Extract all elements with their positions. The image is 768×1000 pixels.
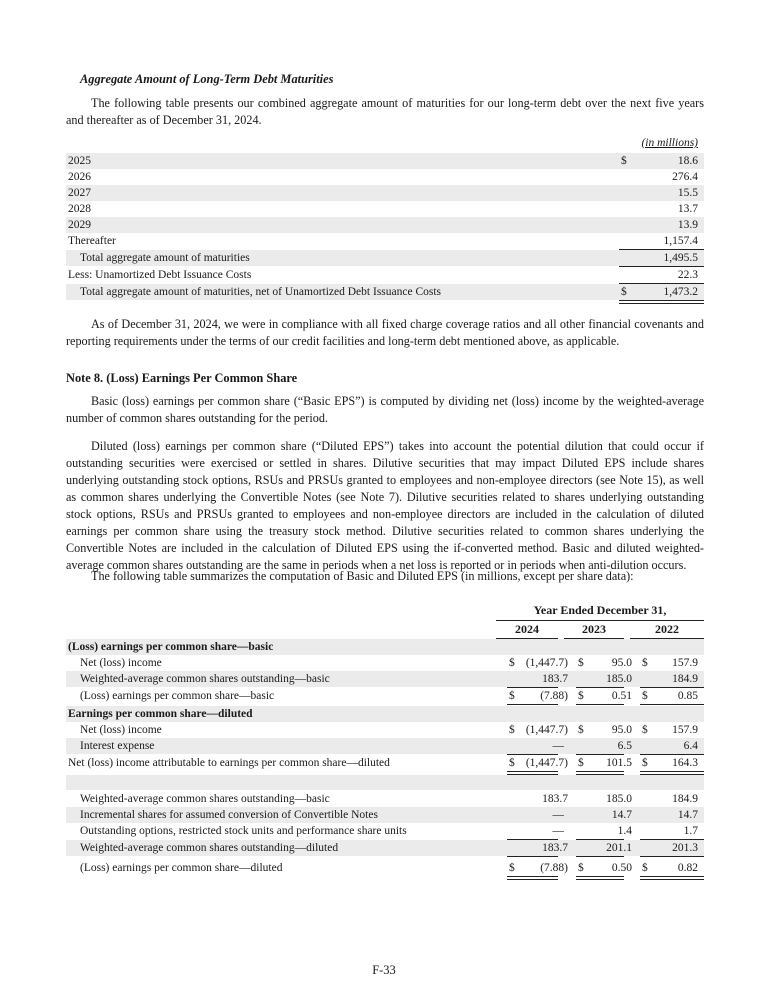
table-row bbox=[66, 267, 704, 283]
currency-symbol: $ bbox=[621, 155, 627, 167]
currency-symbol: $ bbox=[509, 862, 515, 874]
subtotal-rule bbox=[507, 856, 558, 857]
row-label: 2029 bbox=[68, 219, 91, 231]
table-row bbox=[66, 153, 704, 169]
value-2023: 95.0 bbox=[611, 724, 632, 736]
row-label: Less: Unamortized Debt Issuance Costs bbox=[68, 269, 252, 281]
currency-symbol: $ bbox=[642, 724, 648, 736]
compliance-paragraph-text: As of December 31, 2024, we were in compliance with all fixed charge coverage ratios and all other financial covenants and reporting requirements under the terms of our credit facilities and long-term debt mentioned above, as applicable. bbox=[66, 317, 704, 348]
value-2022: 0.82 bbox=[677, 862, 698, 874]
value-2024: 183.7 bbox=[542, 673, 568, 685]
table-row bbox=[66, 807, 704, 823]
table-row bbox=[66, 671, 704, 687]
row-label: Outstanding options, restricted stock units and performance share units bbox=[80, 825, 407, 837]
row-label: Net (loss) income bbox=[80, 724, 162, 736]
currency-symbol: $ bbox=[578, 657, 584, 669]
table-row bbox=[66, 185, 704, 201]
row-value: 13.9 bbox=[677, 219, 698, 231]
value-2022: 0.85 bbox=[677, 690, 698, 702]
table-row bbox=[66, 639, 704, 655]
basic-eps-paragraph bbox=[66, 393, 704, 427]
table-row bbox=[66, 722, 704, 738]
value-2024: — bbox=[552, 740, 564, 752]
value-2022: 14.7 bbox=[677, 809, 698, 821]
row-value: 13.7 bbox=[677, 203, 698, 215]
table-row bbox=[66, 738, 704, 754]
currency-symbol: $ bbox=[578, 690, 584, 702]
currency-symbol: $ bbox=[578, 862, 584, 874]
table-row bbox=[66, 655, 704, 671]
section-heading: Aggregate Amount of Long-Term Debt Maturities bbox=[80, 72, 334, 86]
diluted-eps-paragraph-text: Diluted (loss) earnings per common share (“Diluted EPS”) takes into account the potential dilution that could occur if outstanding securities were exercised or settled in shares. Dilutive securities that may impact Diluted EPS include shares underlying outstanding stock options, RSUs and PRSUs granted to employees and non-employee directors (see Note 15), as well as common shares underlying the Convertible Notes (see Note 7). Dilutive securities related to shares underlying outstanding stock options, RSUs and PRSUs granted to employees and non-employee directors are included in the calculation of diluted earnings per common share using the treasury stock method. Dilutive securities related to common shares underlying the Convertible Notes are included in the calculation of Diluted EPS using the if-converted method. Basic and diluted weighted-average common shares outstanding are the same in periods when a net loss is reported or in periods when anti-dilution occurs. bbox=[66, 439, 704, 572]
currency-symbol: $ bbox=[509, 690, 515, 702]
section-label: Earnings per common share—diluted bbox=[68, 708, 253, 720]
intro-paragraph bbox=[66, 95, 704, 129]
row-value: 1,473.2 bbox=[663, 286, 698, 298]
table-row bbox=[66, 169, 704, 185]
value-2024: (1,447.7) bbox=[525, 724, 568, 736]
subtotal-rule bbox=[576, 856, 624, 857]
value-2024: 183.7 bbox=[542, 842, 568, 854]
row-label: (Loss) earnings per common share—basic bbox=[80, 690, 275, 702]
value-2024: (7.88) bbox=[540, 690, 568, 702]
table-row bbox=[66, 791, 704, 807]
row-label: 2027 bbox=[68, 187, 91, 199]
value-2023: 201.1 bbox=[606, 842, 632, 854]
currency-symbol: $ bbox=[642, 757, 648, 769]
value-2023: 185.0 bbox=[606, 793, 632, 805]
row-value: 1,495.5 bbox=[663, 252, 698, 264]
table-row bbox=[66, 706, 704, 722]
period-header: Year Ended December 31, bbox=[533, 603, 667, 617]
spacer-row bbox=[66, 775, 704, 790]
value-2023: 185.0 bbox=[606, 673, 632, 685]
row-label: Thereafter bbox=[68, 235, 116, 247]
row-label: Net (loss) income bbox=[80, 657, 162, 669]
row-label: (Loss) earnings per common share—diluted bbox=[80, 862, 283, 874]
table-row bbox=[66, 233, 704, 249]
year-header-2022: 2022 bbox=[655, 622, 679, 636]
value-2022: 1.7 bbox=[683, 825, 698, 837]
value-2022: 157.9 bbox=[672, 724, 698, 736]
year-header-2023: 2023 bbox=[582, 622, 606, 636]
basic-eps-paragraph-text: Basic (loss) earnings per common share (“Basic EPS”) is computed by dividing net (loss) income by the weighted-average number of common shares outstanding for the period. bbox=[66, 394, 704, 425]
row-label: Weighted-average common shares outstanding—diluted bbox=[80, 842, 339, 854]
compliance-paragraph bbox=[66, 316, 704, 350]
value-2023: 101.5 bbox=[606, 757, 632, 769]
page-number: F-33 bbox=[372, 963, 396, 977]
value-2023: 0.51 bbox=[611, 690, 632, 702]
hidden-placeholder bbox=[66, 838, 704, 854]
value-2024: — bbox=[552, 809, 564, 821]
value-2022: 157.9 bbox=[672, 657, 698, 669]
total-double-rule bbox=[640, 876, 704, 880]
row-label: Net (loss) income attributable to earnings per common share—diluted bbox=[68, 757, 390, 769]
table-row bbox=[66, 201, 704, 217]
value-2024: 183.7 bbox=[542, 793, 568, 805]
row-label: 2025 bbox=[68, 155, 91, 167]
table-row bbox=[66, 755, 704, 771]
row-value: 1,157.4 bbox=[663, 235, 698, 247]
unit-header: (in millions) bbox=[641, 137, 698, 149]
table-row bbox=[66, 823, 704, 839]
total-double-rule bbox=[576, 876, 624, 880]
value-2023: 6.5 bbox=[617, 740, 632, 752]
row-label: Weighted-average common shares outstanding—basic bbox=[80, 793, 330, 805]
currency-symbol: $ bbox=[621, 286, 627, 298]
total-double-rule bbox=[507, 876, 558, 880]
table-row bbox=[66, 250, 704, 266]
note-heading: Note 8. (Loss) Earnings Per Common Share bbox=[66, 371, 298, 385]
intro-paragraph-text: The following table presents our combined aggregate amount of maturities for our long-term debt over the next five years and thereafter as of December 31, 2024. bbox=[66, 96, 704, 127]
row-label: 2028 bbox=[68, 203, 91, 215]
value-2023: 14.7 bbox=[611, 809, 632, 821]
currency-symbol: $ bbox=[509, 724, 515, 736]
subtotal-rule bbox=[640, 856, 704, 857]
table-row bbox=[66, 217, 704, 233]
table-intro-paragraph bbox=[66, 568, 704, 585]
value-2024: (7.88) bbox=[540, 862, 568, 874]
value-2022: 184.9 bbox=[672, 673, 698, 685]
row-label: 2026 bbox=[68, 171, 91, 183]
value-2022: 201.3 bbox=[672, 842, 698, 854]
row-label: Total aggregate amount of maturities bbox=[80, 252, 250, 264]
currency-symbol: $ bbox=[509, 757, 515, 769]
currency-symbol: $ bbox=[578, 757, 584, 769]
row-label: Total aggregate amount of maturities, net of Unamortized Debt Issuance Costs bbox=[80, 286, 442, 298]
currency-symbol: $ bbox=[642, 657, 648, 669]
value-2023: 95.0 bbox=[611, 657, 632, 669]
row-label: Incremental shares for assumed conversion of Convertible Notes bbox=[80, 809, 378, 821]
currency-symbol: $ bbox=[509, 657, 515, 669]
year-header-2024: 2024 bbox=[515, 622, 539, 636]
table-row bbox=[66, 860, 704, 876]
row-label: Interest expense bbox=[80, 740, 155, 752]
diluted-eps-paragraph bbox=[66, 438, 704, 574]
row-value: 276.4 bbox=[672, 171, 698, 183]
value-2024: (1,447.7) bbox=[525, 757, 568, 769]
value-2022: 6.4 bbox=[683, 740, 698, 752]
value-2024: (1,447.7) bbox=[525, 657, 568, 669]
value-2022: 184.9 bbox=[672, 793, 698, 805]
row-value: 18.6 bbox=[677, 155, 698, 167]
section-label: (Loss) earnings per common share—basic bbox=[68, 641, 274, 653]
value-2024: — bbox=[552, 825, 564, 837]
value-2023: 0.50 bbox=[611, 862, 632, 874]
table-row bbox=[66, 688, 704, 704]
currency-symbol: $ bbox=[642, 690, 648, 702]
header-rule bbox=[496, 620, 704, 621]
table-row bbox=[66, 284, 704, 300]
row-label: Weighted-average common shares outstanding—basic bbox=[80, 673, 330, 685]
value-2023: 1.4 bbox=[617, 825, 632, 837]
currency-symbol: $ bbox=[642, 862, 648, 874]
total-double-rule bbox=[619, 300, 704, 304]
table-intro-paragraph-text: The following table summarizes the computation of Basic and Diluted EPS (in millions, except per share data): bbox=[91, 569, 634, 583]
currency-symbol: $ bbox=[578, 724, 584, 736]
row-value: 15.5 bbox=[677, 187, 698, 199]
row-value: 22.3 bbox=[677, 269, 698, 281]
value-2022: 164.3 bbox=[672, 757, 698, 769]
